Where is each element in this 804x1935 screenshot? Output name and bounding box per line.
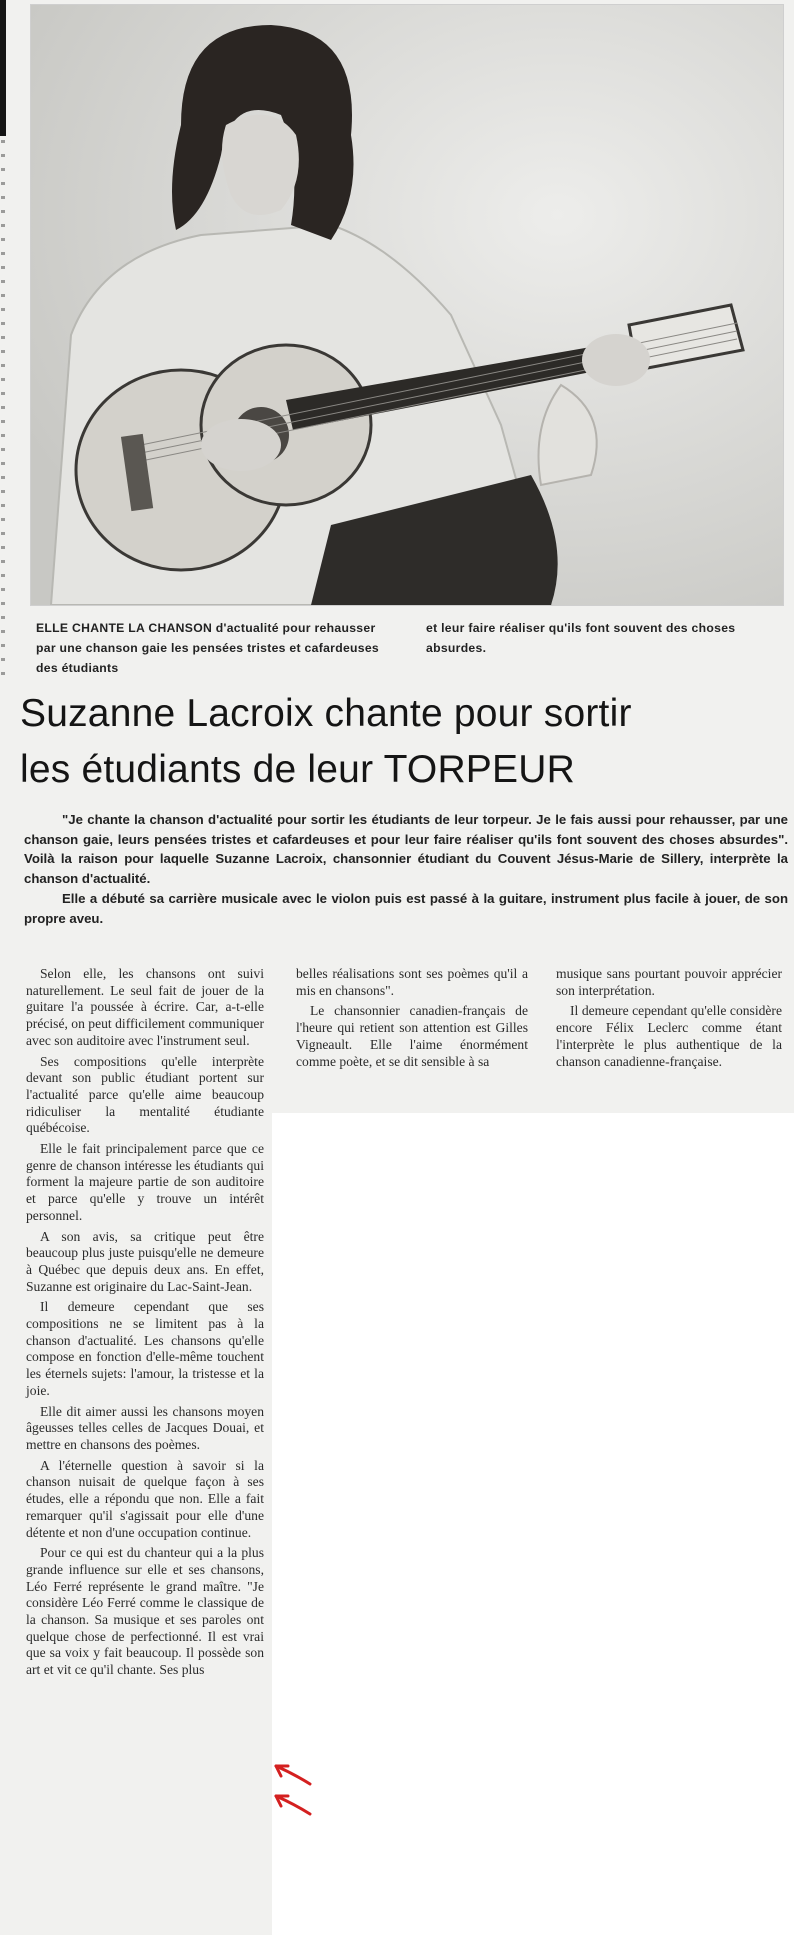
photo-caption-left: ELLE CHANTE LA CHANSON d'actualité pour rehausser par une chanson gaie les pensées tristes et cafardeuses des étudiants xyxy=(36,621,379,675)
column-1-paragraph: Ses compositions qu'elle interprète devant son public étudiant portent sur l'actualité parce qu'elle aime beaucoup ridiculiser la mentalité étudiante québécoise. xyxy=(26,1053,264,1136)
column-1-paragraph: Elle dit aimer aussi les chansons moyen âgeusses telles celles de Jacques Douai, et mettre en chansons des poèmes. xyxy=(26,1403,264,1452)
photo-caption-right: et leur faire réaliser qu'ils font souvent des choses absurdes. xyxy=(426,621,736,655)
article-headline xyxy=(20,686,790,798)
photo-woman-with-guitar xyxy=(30,4,784,606)
article-column-3 xyxy=(556,966,782,1074)
column-1-paragraph: A son avis, sa critique peut être beaucoup plus juste puisqu'elle ne demeure à Québec que depuis deux ans. En effet, Suzanne est originaire du Lac-Saint-Jean. xyxy=(26,1228,264,1294)
headline-line-2: les étudiants de leur TORPEUR xyxy=(20,748,575,791)
column-1-paragraph: Pour ce qui est du chanteur qui a la plus grande influence sur elle et ses chansons, Léo Ferré représente le grand maître. "Je considère Léo Ferré comme le classique de la chanson. Sa musique et ses paroles ont quelque chose de perfectionné. Il est vrai que sa voix y fait beaucoup. Il possède son art et vit ce qu'il chante. Ses plus xyxy=(26,1545,264,1678)
column-3-paragraph: musique sans pourtant pouvoir apprécier son interprétation. xyxy=(556,966,782,998)
column-1-paragraph: A l'éternelle question à savoir si la chanson nuisait de quelque façon à ses études, elle a répondu que non. Elle a fait remarquer qu'il s'agissait pour elle d'une détente et non d'une occupation continue. xyxy=(26,1457,264,1540)
red-marker-arrow-icon xyxy=(272,1760,312,1790)
headline-line-1: Suzanne Lacroix chante pour sortir xyxy=(20,692,632,735)
column-1-paragraph: Elle le fait principalement parce que ce genre de chanson intéresse les étudiants qui forment la majeure partie de son auditoire et parce qu'elle y trouve un intérêt personnel. xyxy=(26,1141,264,1223)
column-1-paragraph: Il demeure cependant que ses compositions ne se limitent pas à la chanson d'actualité. Les chansons qu'elle compose en fonction d'elle-même touchent les éternels sujets: l'amour, la tristesse et la joie. xyxy=(26,1299,264,1398)
clipping-dark-edge xyxy=(0,0,6,136)
article-column-1 xyxy=(26,966,264,1683)
article-column-2 xyxy=(296,966,528,1074)
column-3-paragraph: Il demeure cependant qu'elle considère encore Félix Leclerc comme étant l'interprète le plus authentique de la chanson canadienne-française. xyxy=(556,1003,782,1069)
article-lead xyxy=(24,810,788,928)
fretting-hand xyxy=(582,334,650,386)
lead-paragraph-2: Elle a débuté sa carrière musicale avec le violon puis est passé à la guitare, instrument plus facile à jouer, de son propre aveu. xyxy=(24,890,788,926)
red-marker-arrow-icon xyxy=(272,1790,312,1820)
column-2-paragraph: belles réalisations sont ses poèmes qu'il a mis en chansons". xyxy=(296,966,528,998)
column-2-paragraph: Le chansonnier canadien-français de l'heure qui retient son attention est Gilles Vigneault. Elle l'aime énormément comme poète, et se dit sensible à sa xyxy=(296,1003,528,1069)
strumming-hand xyxy=(201,419,281,471)
lead-paragraph-1: "Je chante la chanson d'actualité pour sortir les étudiants de leur torpeur. Je le fais aussi pour rehausser, par une chanson gaie, leurs pensées tristes et cafardeuses et pour leur faire réaliser qu'ils font souvent des choses absurdes". Voilà la raison pour laquelle Suzanne Lacroix, chansonnier étudiant du Couvent Jésus-Marie de Sillery, interprète la chanson d'actualité. xyxy=(24,812,788,887)
clipping-edge-specks xyxy=(1,140,5,680)
column-1-paragraph: Selon elle, les chansons ont suivi naturellement. Le seul fait de jouer de la guitare l'a poussée à écrire. Car, a-t-elle précisé, on peut difficilement communiquer avec son auditoire avec l'instrument seul. xyxy=(26,966,264,1048)
